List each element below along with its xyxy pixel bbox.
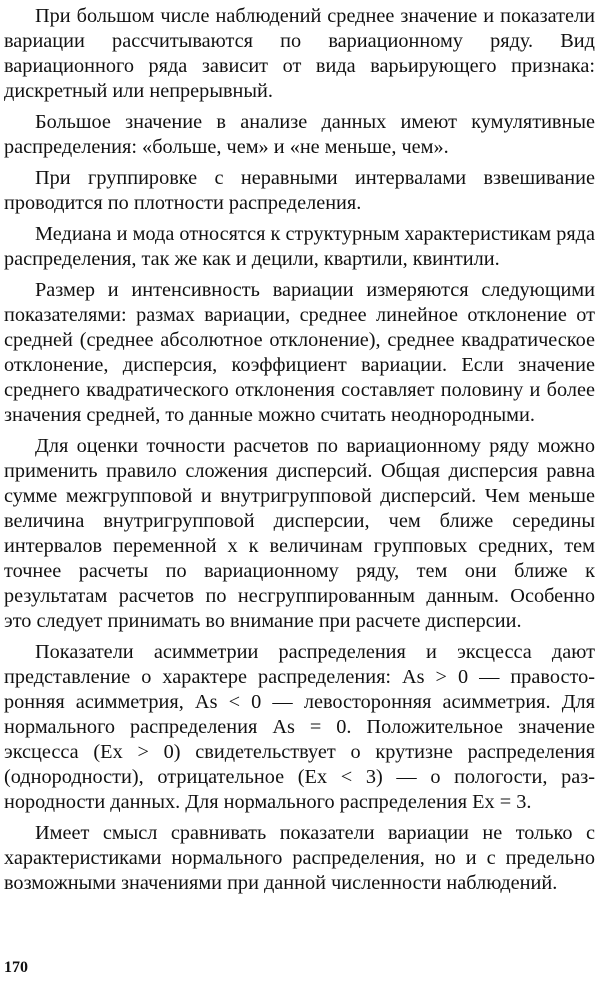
paragraph-comparison: Имеет смысл сравнивать показатели вариации не только с характеристиками нормального распределения, но и с предельно возможными значениями при данной численности наблюдений.: [4, 822, 595, 894]
paragraph-variance-addition: Для оценки точности расчетов по вариационному ряду можно применить правило сложения дисперсий. Общая дисперсия равна сумме межгрупповой и внутригрупповой дисперсий. Чем меньше величина внутригрупповой дисперсии, чем ближе середины интервалов переменной x к величинам групповых средних, тем точнее расчеты по вариационному ряду, тем они ближе к результатам расчетов по несгруппированным данным. Особенно это следует принимать во внимание при расчете дисперсии.: [4, 435, 595, 632]
paragraph-cumulative-distributions: Большое значение в анализе данных имеют кумулятивные распределения: «больше, чем» и «не меньше, чем».: [4, 111, 595, 158]
paragraph-median-mode: Медиана и мода относятся к структурным характеристикам ряда распределения, так же как и децили, квартили, квинтили.: [4, 223, 595, 270]
paragraph-variation-indicators: Размер и интенсивность вариации измеряются следующими показателями: размах вариации, среднее линейное отклонение от средней (среднее абсолютное отклонение), среднее квадратическое отклонение, дисперсия, коэффициент вариации. Если значение среднего квадратического отклонения составляет половину и более значения средней, то данные можно считать неоднородными.: [4, 279, 595, 426]
paragraph-unequal-intervals: При группировке с неравными интервалами взвешивание проводится по плотности распределения.: [4, 167, 595, 214]
paragraph-asymmetry-excess: Показатели асимметрии распределения и эксцесса дают представление о характере распределения: As > 0 — правосторонняя асимметрия, As < 0 — левосторонняя асимметрия. Для нормального распределения As = 0. Положительное значение эксцесса (Ex > 0) свидетельствует о крутизне распределения (однородности), отрицательное (Ex < 3) — о пологости, разнородности данных. Для нормального распределения Ex = 3.: [4, 641, 595, 813]
body-text: [4, 4, 595, 896]
paragraph-variation-series: При большом числе наблюдений среднее значение и показатели вариации рассчитываются по вариационному ряду. Вид вариационного ряда зависит от вида варьирующего признака: дискретный или непрерывный.: [4, 5, 595, 102]
page-number: 170: [4, 959, 28, 976]
